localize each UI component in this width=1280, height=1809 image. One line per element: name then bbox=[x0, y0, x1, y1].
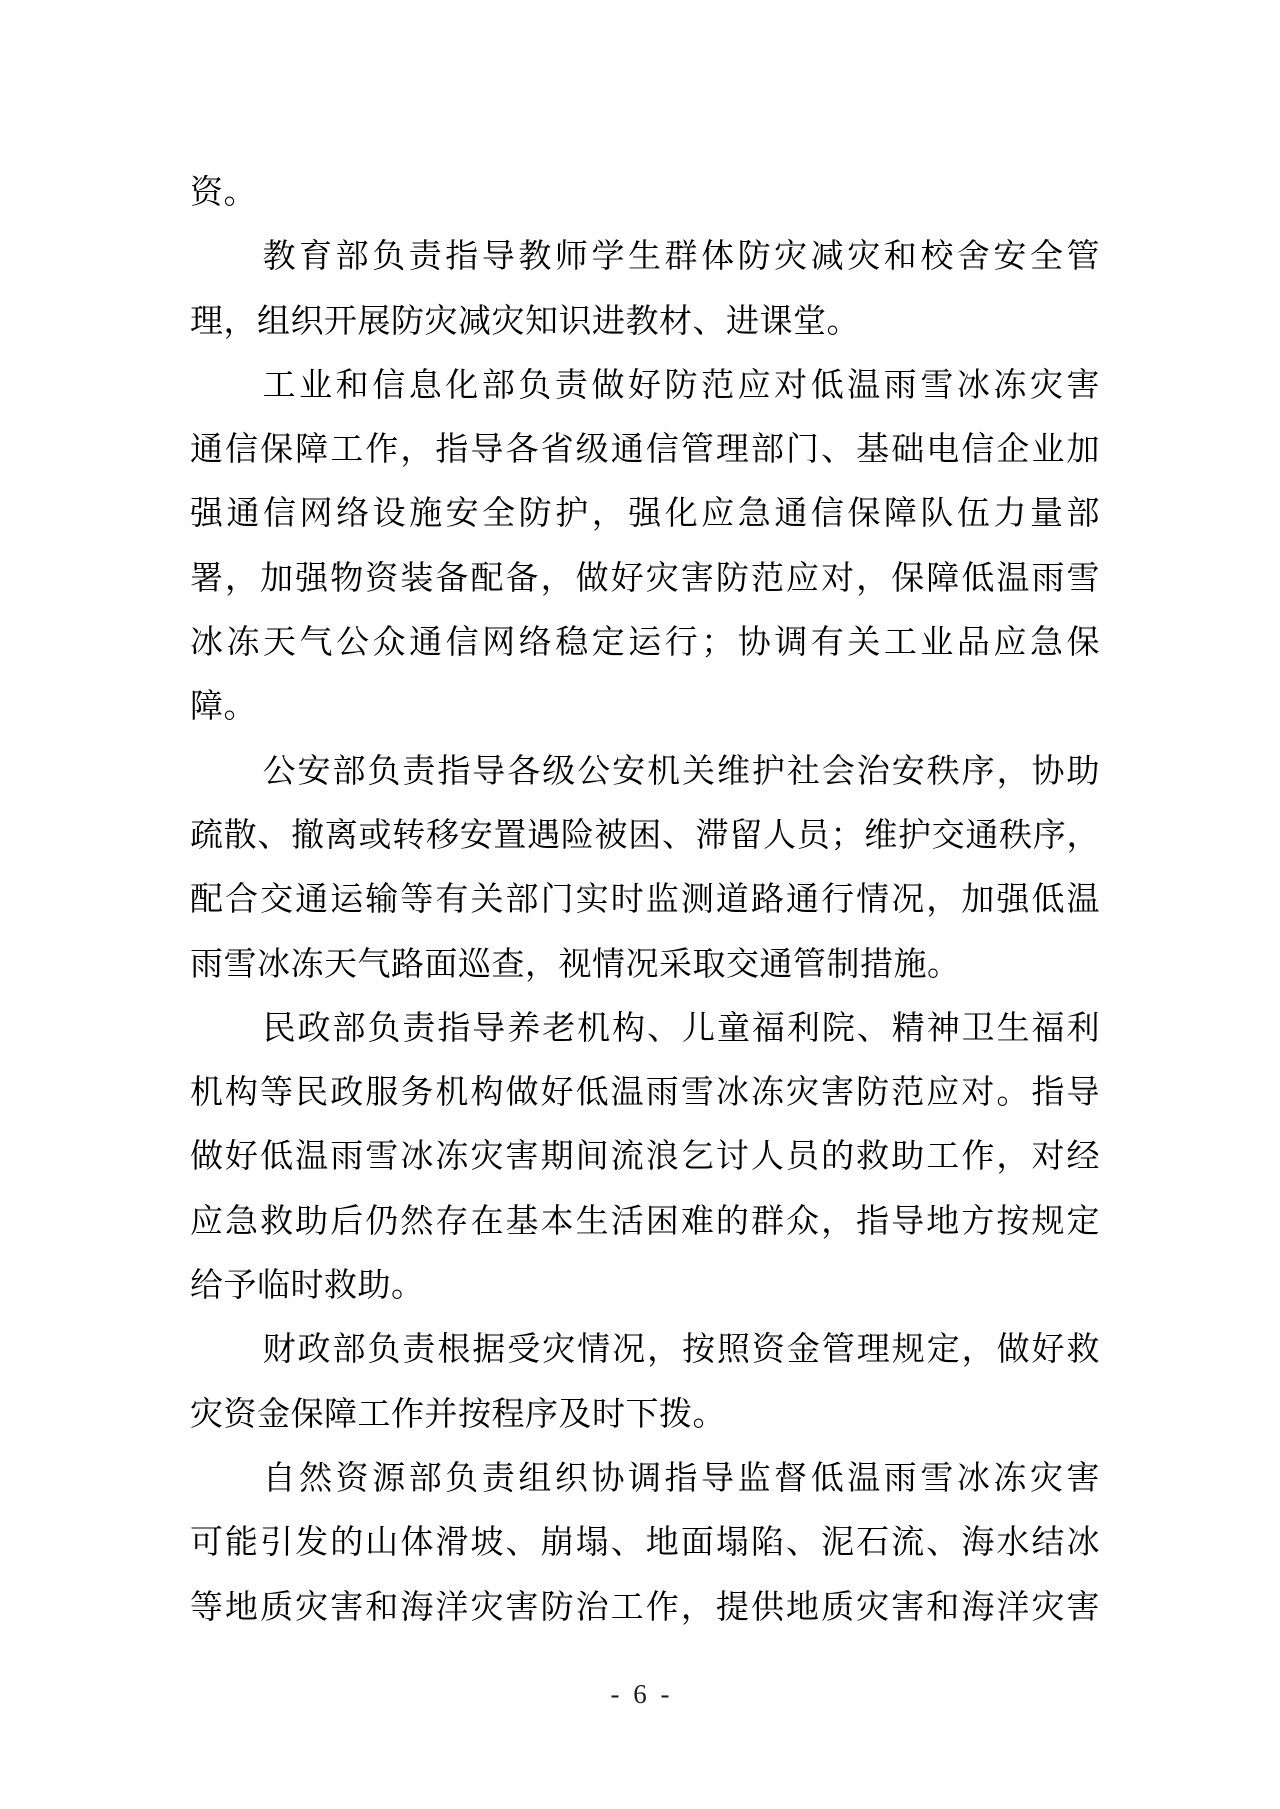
text-line: 通信保障工作，指导各省级通信管理部门、基础电信企业加 bbox=[190, 430, 1100, 468]
text-line: 工业和信息化部负责做好防范应对低温雨雪冰冻灾害 bbox=[262, 365, 1100, 403]
text-line: 资。 bbox=[190, 173, 257, 210]
text-line: 冰冻天气公众通信网络稳定运行；协调有关工业品应急保 bbox=[190, 623, 1100, 661]
text-line: 教育部负责指导教师学生群体防灾减灾和校舍安全管 bbox=[262, 237, 1100, 275]
text-line: 理，组织开展防灾减灾知识进教材、进课堂。 bbox=[190, 301, 860, 339]
text-line: 疏散、撤离或转移安置遇险被困、滞留人员；维护交通秩序， bbox=[190, 815, 1100, 853]
text-line: 机构等民政服务机构做好低温雨雪冰冻灾害防范应对。指导 bbox=[190, 1073, 1100, 1111]
text-line: 灾资金保障工作并按程序及时下拨。 bbox=[190, 1394, 726, 1432]
text-line: 财政部负责根据受灾情况，按照资金管理规定，做好救 bbox=[262, 1330, 1100, 1368]
text-line: 可能引发的山体滑坡、崩塌、地面塌陷、泥石流、海水结冰 bbox=[190, 1523, 1100, 1561]
text-line: 民政部负责指导养老机构、儿童福利院、精神卫生福利 bbox=[262, 1008, 1100, 1046]
text-line: 做好低温雨雪冰冻灾害期间流浪乞讨人员的救助工作，对经 bbox=[190, 1137, 1100, 1175]
text-line: 等地质灾害和海洋灾害防治工作，提供地质灾害和海洋灾害 bbox=[190, 1587, 1100, 1625]
text-line: 配合交通运输等有关部门实时监测道路通行情况，加强低温 bbox=[190, 880, 1100, 918]
document-body bbox=[190, 160, 1100, 1639]
text-line: 自然资源部负责组织协调指导监督低温雨雪冰冻灾害 bbox=[262, 1458, 1100, 1496]
text-line: 公安部负责指导各级公安机关维护社会治安秩序，协助 bbox=[262, 751, 1100, 789]
page-number: - 6 - bbox=[610, 1679, 670, 1709]
text-line: 署，加强物资装备配备，做好灾害防范应对，保障低温雨雪 bbox=[190, 558, 1100, 596]
text-line: 应急救助后仍然存在基本生活困难的群众，指导地方按规定 bbox=[190, 1201, 1100, 1239]
text-line: 障。 bbox=[190, 687, 257, 725]
text-line: 雨雪冰冻天气路面巡查，视情况采取交通管制措施。 bbox=[190, 944, 961, 982]
text-line: 给予临时救助。 bbox=[190, 1266, 425, 1304]
text-line: 强通信网络设施安全防护，强化应急通信保障队伍力量部 bbox=[190, 494, 1100, 532]
